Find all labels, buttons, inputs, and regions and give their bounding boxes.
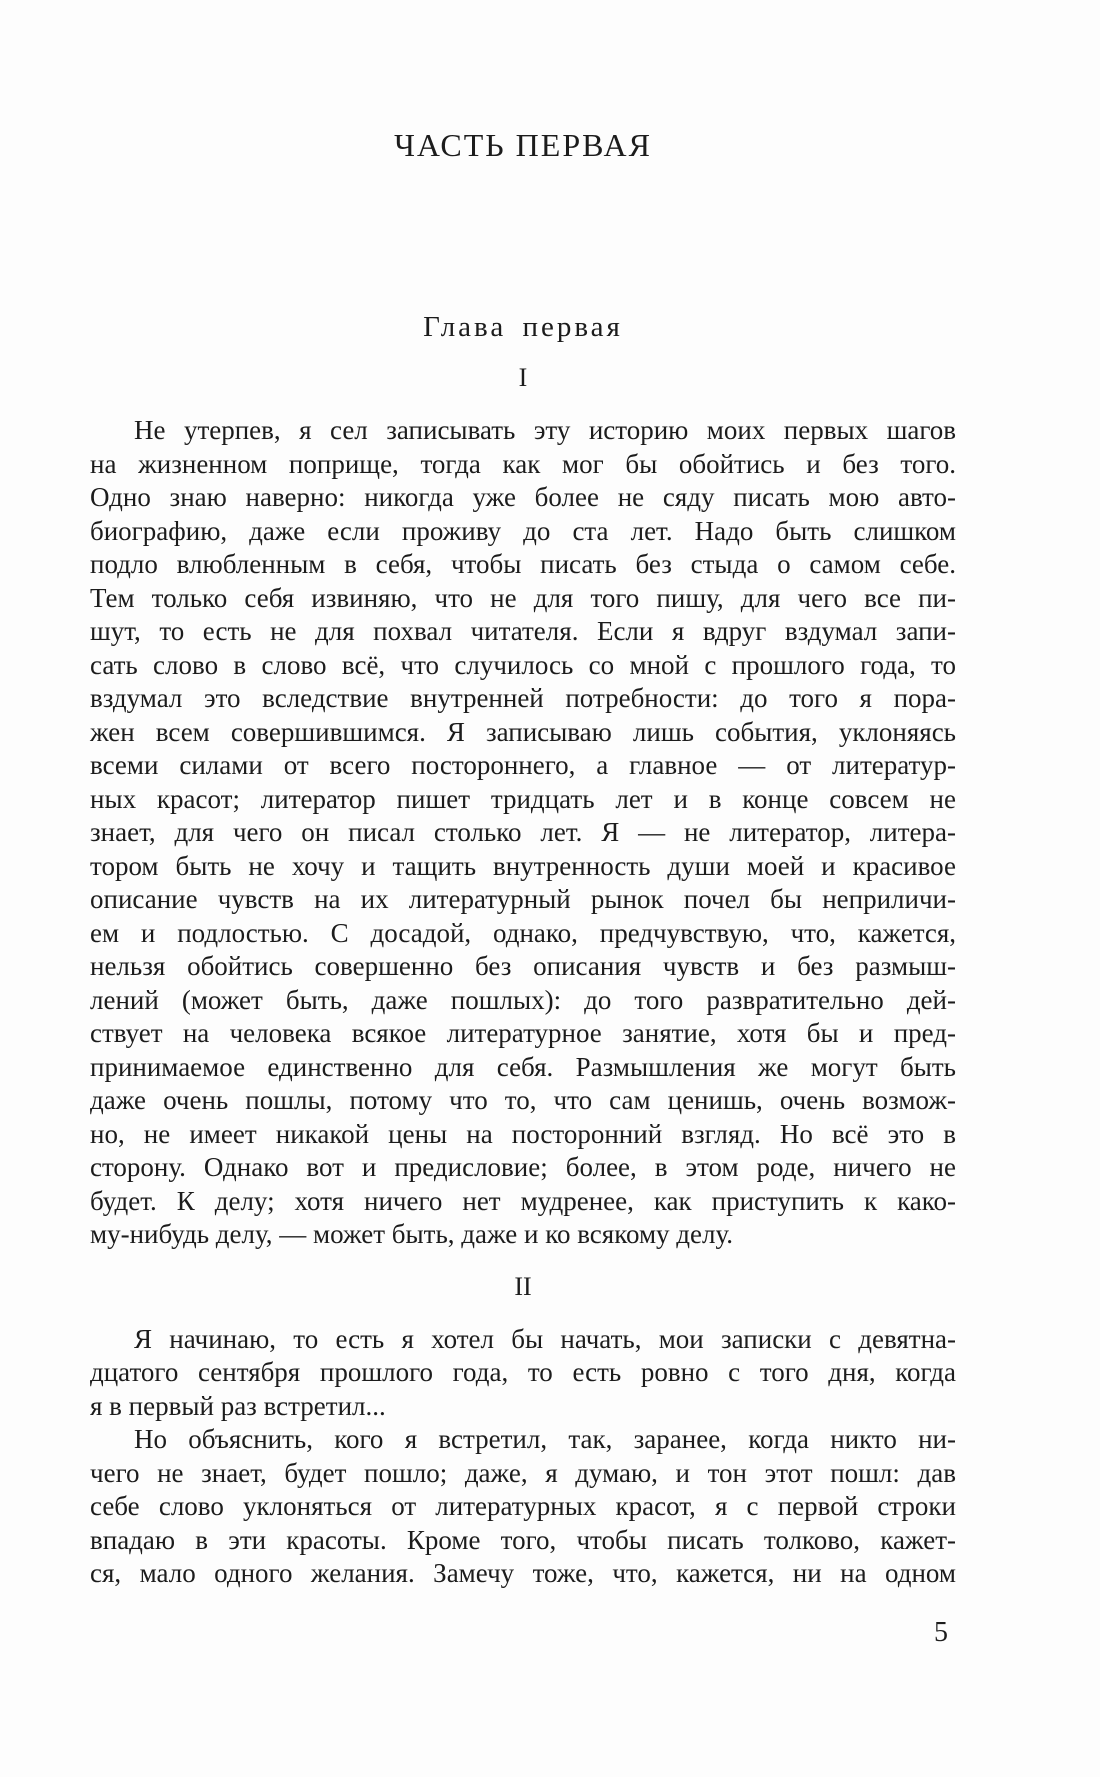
text-line: описание чувств на их литературный рынок почел бы неприличи- — [90, 884, 956, 914]
text-block — [90, 0, 956, 1591]
text-line: знает, для чего он писал столько лет. Я — не литератор, литера- — [90, 817, 956, 847]
text-line: ся, мало одного желания. Замечу тоже, что, кажется, ни на одном — [90, 1558, 956, 1588]
part-title: ЧАСТЬ ПЕРВАЯ — [394, 127, 652, 163]
text-line: ных красот; литератор пишет тридцать лет и в конце совсем не — [90, 783, 956, 814]
text-line: на жизненном поприще, тогда как мог бы обойтись и без того. — [90, 448, 956, 479]
text-line: будет. К делу; хотя ничего нет мудренее, как приступить к како- — [90, 1185, 956, 1216]
page-number: 5 — [934, 1617, 948, 1648]
text-line: себе слово уклоняться от литературных красот, я с первой строки — [90, 1491, 956, 1521]
paragraph — [90, 1423, 956, 1591]
text-line: дцатого сентября прошлого года, то есть ровно с того дня, когда — [90, 1357, 956, 1387]
text-line: принимаемое единственно для себя. Размышления же могут быть — [90, 1051, 956, 1082]
text-line: я в первый раз встретил... — [90, 1390, 386, 1421]
text-line: жен всем совершившимся. Я записываю лишь события, уклоняясь — [90, 716, 956, 747]
text-line: Одно знаю наверно: никогда уже более не сяду писать мою авто- — [90, 482, 956, 512]
text-line: подло влюбленным в себя, чтобы писать без стыда о самом себе. — [90, 549, 956, 579]
text-line: шут, то есть не для похвал читателя. Если я вдруг вздумал запи- — [90, 616, 956, 646]
text-line: ствует на человека всякое литературное занятие, хотя бы и пред- — [90, 1018, 956, 1048]
text-line: Я начинаю, то есть я хотел бы начать, мои записки с девятна- — [134, 1323, 956, 1354]
text-line: му-нибудь делу, — может быть, даже и ко всякому делу. — [90, 1219, 734, 1249]
section — [90, 363, 956, 1252]
text-line: сать слово в слово всё, что случилось со мной с прошлого года, то — [90, 649, 956, 680]
text-line: тором быть не хочу и тащить внутренность души моей и красивое — [90, 850, 956, 881]
text-line: чего не знает, будет пошло; даже, я думаю, и тон этот пошл: дав — [90, 1457, 956, 1488]
text-line: Тем только себя извиняю, что не для того пишу, для чего все пи- — [90, 582, 956, 613]
text-line: впадаю в эти красоты. Кроме того, чтобы писать толково, кажет- — [90, 1524, 956, 1555]
paragraph — [90, 414, 956, 1252]
text-line: вздумал это вследствие внутренней потребности: до того я пора- — [90, 683, 956, 713]
text-line: Не утерпев, я сел записывать эту историю моих первых шагов — [134, 415, 956, 445]
text-line: ем и подлостью. С досадой, однако, предчувствую, что, кажется, — [90, 917, 956, 948]
section-numeral: II — [514, 1271, 532, 1301]
chapter-title: Глава первая — [423, 311, 623, 343]
section — [90, 1272, 956, 1591]
paragraph — [90, 1323, 956, 1424]
text-line: но, не имеет никакой цены на посторонний взгляд. Но всё это в — [90, 1118, 956, 1149]
text-line: лений (может быть, даже пошлых): до того развратительно дей- — [90, 984, 956, 1015]
text-line: сторону. Однако вот и предисловие; более, в этом роде, ничего не — [90, 1152, 956, 1182]
text-line: Но объяснить, кого я встретил, так, заранее, когда никто ни- — [134, 1424, 956, 1454]
text-line: нельзя обойтись совершенно без описания чувств и без размыш- — [90, 951, 956, 981]
text-line: биографию, даже если проживу до ста лет. Надо быть слишком — [90, 515, 956, 546]
section-numeral: I — [518, 363, 528, 392]
text-line: даже очень пошлы, потому что то, что сам ценишь, очень возмож- — [90, 1085, 956, 1115]
body-text — [90, 363, 956, 1591]
text-line: всеми силами от всего постороннего, а главное — от литератур- — [90, 750, 956, 780]
